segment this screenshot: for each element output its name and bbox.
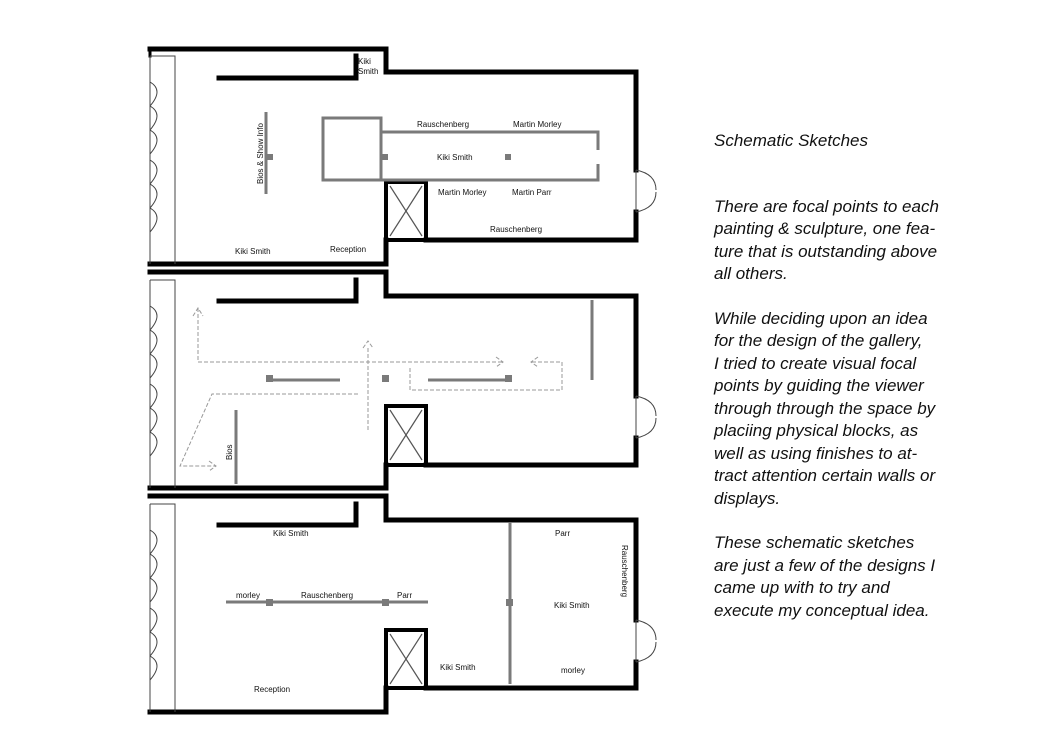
notes-paragraph: While deciding upon an idea for the design of the gallery, I tried to create visual focal points by guiding the viewer through through the space by placiing physical blocks, as well as using finishes to at- tract attention certain walls or displays. <box>714 308 936 508</box>
notes-paragraph: There are focal points to each painting & sculpture, one fea- ture that is outstanding above all others. <box>714 196 939 283</box>
label-martin-morley-top: Martin Morley <box>513 120 562 129</box>
plan-1-walls <box>150 49 636 272</box>
label-morley-bottom: morley <box>561 666 586 675</box>
plan-2-walls <box>150 272 636 496</box>
plan-1 <box>150 49 656 272</box>
label-kiki-smith-bottom: Kiki Smith <box>440 663 476 672</box>
label-rauschenberg-vertical: Rauschenberg <box>620 545 629 598</box>
plan-1-door <box>636 170 656 212</box>
label-kiki-smith-top: Kiki <box>358 57 371 66</box>
label-kiki-smith-top-2: Smith <box>358 67 379 76</box>
label-kiki-smith-bottom: Kiki Smith <box>235 247 271 256</box>
notes-panel <box>714 130 974 644</box>
plan-2 <box>150 272 656 496</box>
plan-3-partitions <box>226 522 513 684</box>
label-kiki-smith-right: Kiki Smith <box>554 601 590 610</box>
label-morley-left: morley <box>236 591 261 600</box>
plan-2-partitions <box>236 300 592 484</box>
label-reception: Reception <box>254 685 291 694</box>
label-kiki-smith-center: Kiki Smith <box>437 153 473 162</box>
plan-1-glazing <box>150 56 175 264</box>
label-rauschenberg-bottom: Rauschenberg <box>490 225 543 234</box>
notes-title: Schematic Sketches <box>714 131 869 150</box>
label-bios-show-info: Bios & Show Info <box>256 123 265 184</box>
label-rauschenberg: Rauschenberg <box>301 591 354 600</box>
label-martin-parr: Martin Parr <box>512 188 552 197</box>
label-parr-right: Parr <box>555 529 571 538</box>
notes-paragraph: These schematic sketches are just a few of the designs I came up with to try and execute my conceptual idea. <box>714 533 936 620</box>
plan-1-labels <box>235 57 561 256</box>
plan-3-door <box>636 620 656 662</box>
label-bios: Bios <box>225 444 234 460</box>
plan-3-labels <box>236 529 629 694</box>
label-parr-mid: Parr <box>397 591 413 600</box>
plan-3-glazing <box>150 504 175 712</box>
plan-2-glazing <box>150 280 175 488</box>
label-reception: Reception <box>330 245 367 254</box>
label-rauschenberg-top: Rauschenberg <box>417 120 470 129</box>
label-kiki-smith-top: Kiki Smith <box>273 529 309 538</box>
plan-2-labels <box>225 444 234 460</box>
plan-2-door <box>636 396 656 438</box>
plan-3 <box>150 496 656 712</box>
label-martin-morley-lower: Martin Morley <box>438 188 487 197</box>
